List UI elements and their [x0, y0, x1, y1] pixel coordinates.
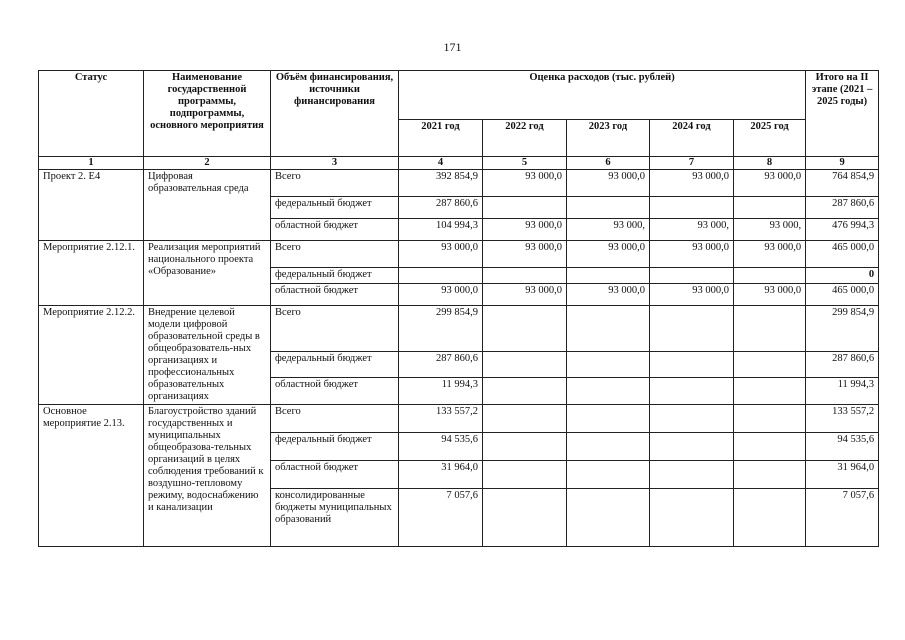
row-source: областной бюджет [271, 461, 399, 489]
value-total: 476 994,3 [806, 219, 879, 241]
value-total: 133 557,2 [806, 405, 879, 433]
value-2023 [567, 461, 650, 489]
value-2025: 93 000,0 [734, 170, 806, 197]
value-2024 [650, 306, 734, 352]
value-2021: 93 000,0 [399, 284, 483, 306]
row-source: федеральный бюджет [271, 352, 399, 378]
value-2021: 94 535,6 [399, 433, 483, 461]
table-row [39, 241, 879, 268]
row-source: областной бюджет [271, 378, 399, 405]
value-total: 0 [806, 268, 879, 284]
value-total: 465 000,0 [806, 241, 879, 268]
header-funding: Объём финансирования, источники финансирования [271, 71, 399, 157]
row-source: Всего [271, 405, 399, 433]
value-2024 [650, 461, 734, 489]
header-year-2022: 2022 год [483, 120, 567, 157]
value-2022: 93 000,0 [483, 219, 567, 241]
value-2025: 93 000, [734, 219, 806, 241]
value-2025: 93 000,0 [734, 284, 806, 306]
value-total: 299 854,9 [806, 306, 879, 352]
value-2025 [734, 268, 806, 284]
value-2022 [483, 461, 567, 489]
value-2022 [483, 489, 567, 547]
value-2023 [567, 306, 650, 352]
value-2023: 93 000,0 [567, 241, 650, 268]
row-source: консолидированные бюджеты муниципальных образований [271, 489, 399, 547]
value-2025: 93 000,0 [734, 241, 806, 268]
value-2022 [483, 197, 567, 219]
row-source: федеральный бюджет [271, 197, 399, 219]
table-row [39, 405, 879, 433]
value-2025 [734, 378, 806, 405]
value-2024 [650, 197, 734, 219]
column-number: 1 [39, 157, 144, 170]
row-status: Мероприятие 2.12.1. [39, 241, 144, 306]
value-2021: 93 000,0 [399, 241, 483, 268]
value-2023 [567, 433, 650, 461]
column-number: 5 [483, 157, 567, 170]
header-status: Статус [39, 71, 144, 157]
value-2023 [567, 378, 650, 405]
value-2023 [567, 489, 650, 547]
value-2023 [567, 352, 650, 378]
row-status: Основное мероприятие 2.13. [39, 405, 144, 547]
value-2024 [650, 352, 734, 378]
value-2022 [483, 352, 567, 378]
row-source: Всего [271, 241, 399, 268]
value-2021: 11 994,3 [399, 378, 483, 405]
value-total: 764 854,9 [806, 170, 879, 197]
header-year-2024: 2024 год [650, 120, 734, 157]
row-source: федеральный бюджет [271, 268, 399, 284]
value-2024: 93 000,0 [650, 170, 734, 197]
row-name: Реализация мероприятий национального проекта «Образование» [144, 241, 271, 306]
value-2024: 93 000, [650, 219, 734, 241]
header-year-2025: 2025 год [734, 120, 806, 157]
column-number: 7 [650, 157, 734, 170]
row-name: Благоустройство зданий государственных и муниципальных общеобразова-тельных организаций в целях соблюдения требований к воздушно-тепловому режиму, водоснабжению и канализации [144, 405, 271, 547]
value-2022 [483, 378, 567, 405]
value-2022: 93 000,0 [483, 170, 567, 197]
table-row [39, 306, 879, 352]
value-2022 [483, 433, 567, 461]
value-2024 [650, 378, 734, 405]
budget-table [38, 70, 879, 547]
value-total: 7 057,6 [806, 489, 879, 547]
value-2021: 287 860,6 [399, 352, 483, 378]
row-name: Внедрение целевой модели цифровой образовательной среды в общеобразователь-ных организациях и профессиональных образовательных организациях [144, 306, 271, 405]
value-total: 287 860,6 [806, 352, 879, 378]
column-number: 2 [144, 157, 271, 170]
row-status: Проект 2. Е4 [39, 170, 144, 241]
row-source: Всего [271, 170, 399, 197]
row-source: областной бюджет [271, 219, 399, 241]
row-name: Цифровая образовательная среда [144, 170, 271, 241]
value-2022 [483, 306, 567, 352]
value-2023: 93 000, [567, 219, 650, 241]
value-2022 [483, 405, 567, 433]
value-2025 [734, 352, 806, 378]
column-number: 6 [567, 157, 650, 170]
value-2021: 31 964,0 [399, 461, 483, 489]
column-number: 8 [734, 157, 806, 170]
value-2024 [650, 405, 734, 433]
header-year-2021: 2021 год [399, 120, 483, 157]
value-2023: 93 000,0 [567, 284, 650, 306]
value-2024: 93 000,0 [650, 284, 734, 306]
value-total: 465 000,0 [806, 284, 879, 306]
value-total: 287 860,6 [806, 197, 879, 219]
value-total: 11 994,3 [806, 378, 879, 405]
value-2025 [734, 433, 806, 461]
header-year-2023: 2023 год [567, 120, 650, 157]
value-2021: 299 854,9 [399, 306, 483, 352]
value-2025 [734, 489, 806, 547]
value-2023 [567, 197, 650, 219]
row-source: Всего [271, 306, 399, 352]
value-2024: 93 000,0 [650, 241, 734, 268]
value-total: 94 535,6 [806, 433, 879, 461]
value-2023 [567, 268, 650, 284]
table-row [39, 170, 879, 197]
value-2024 [650, 433, 734, 461]
value-total: 31 964,0 [806, 461, 879, 489]
column-number: 3 [271, 157, 399, 170]
row-source: областной бюджет [271, 284, 399, 306]
value-2025 [734, 405, 806, 433]
value-2021: 392 854,9 [399, 170, 483, 197]
value-2021: 104 994,3 [399, 219, 483, 241]
value-2021 [399, 268, 483, 284]
value-2022: 93 000,0 [483, 284, 567, 306]
value-2021: 7 057,6 [399, 489, 483, 547]
value-2025 [734, 461, 806, 489]
column-number: 4 [399, 157, 483, 170]
column-number: 9 [806, 157, 879, 170]
header-total: Итого на II этапе (2021 – 2025 годы) [806, 71, 879, 157]
value-2025 [734, 197, 806, 219]
value-2021: 133 557,2 [399, 405, 483, 433]
value-2021: 287 860,6 [399, 197, 483, 219]
page-number: 171 [443, 40, 462, 54]
value-2025 [734, 306, 806, 352]
value-2024 [650, 268, 734, 284]
value-2023: 93 000,0 [567, 170, 650, 197]
value-2022 [483, 268, 567, 284]
value-2024 [650, 489, 734, 547]
header-estimate: Оценка расходов (тыс. рублей) [399, 71, 806, 120]
row-source: федеральный бюджет [271, 433, 399, 461]
value-2022: 93 000,0 [483, 241, 567, 268]
header-program-name: Наименование государственной программы, подпрограммы, основного мероприятия [144, 71, 271, 157]
value-2023 [567, 405, 650, 433]
row-status: Мероприятие 2.12.2. [39, 306, 144, 405]
